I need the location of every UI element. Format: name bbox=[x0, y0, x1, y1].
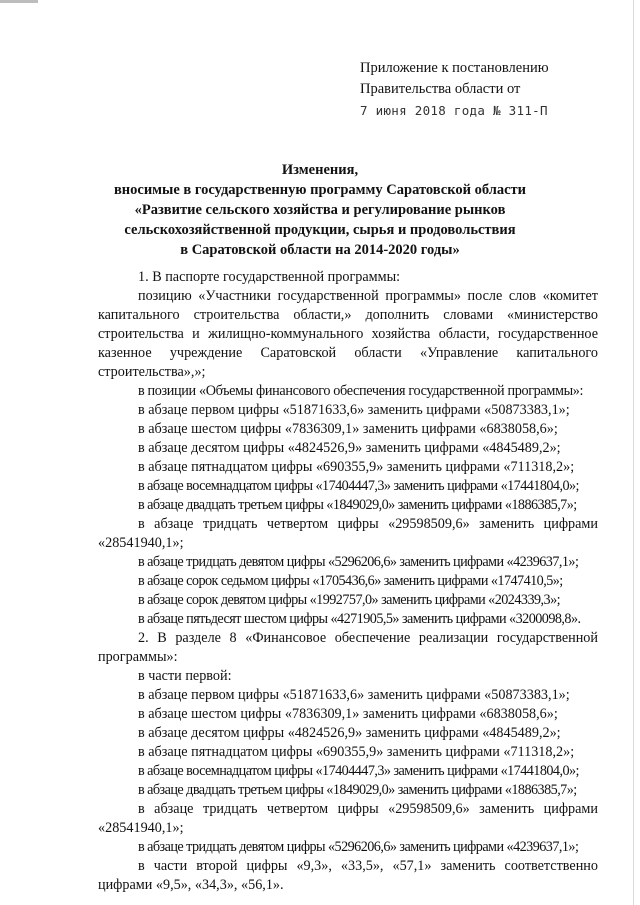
paragraph: в абзаце пятьдесят шестом цифры «4271905,5» заменить цифрами «3200098,8». bbox=[138, 611, 581, 627]
paragraph: в абзаце шестом цифры «7836309,1» заменить цифрами «6838058,6»; bbox=[138, 421, 558, 437]
paragraph: в абзаце пятнадцатом цифры «690355,9» заменить цифрами «711318,2»; bbox=[138, 459, 575, 475]
document-body bbox=[98, 268, 598, 895]
title-line-2: вносимые в государственную программу Саратовской области bbox=[113, 182, 527, 198]
paragraph: в абзаце тридцать четвертом цифры «29598509,6» заменить цифрами «28541940,1»; bbox=[98, 801, 598, 836]
appendix-line-2: Правительства области от bbox=[360, 81, 521, 97]
paragraph: в абзаце первом цифры «51871633,6» заменить цифрами «50873383,1»; bbox=[138, 402, 570, 418]
paragraph: в абзаце двадцать третьем цифры «1849029,0» заменить цифрами «1886385,7»; bbox=[138, 497, 577, 513]
paragraph: в абзаце восемнадцатом цифры «17404447,3» заменить цифрами «17441804,0»; bbox=[138, 763, 579, 779]
paragraph: 1. В паспорте государственной программы: bbox=[138, 269, 401, 285]
paragraph: в позиции «Объемы финансового обеспечения государственной программы»: bbox=[138, 383, 584, 399]
title-line-3: «Развитие сельского хозяйства и регулирование рынков bbox=[134, 202, 506, 218]
scan-edge-mark bbox=[0, 0, 38, 3]
paragraph: в абзаце восемнадцатом цифры «17404447,3» заменить цифрами «17441804,0»; bbox=[138, 478, 579, 494]
title-line-4: сельскохозяйственной продукции, сырья и продовольствия bbox=[124, 222, 516, 238]
paragraph: в абзаце десятом цифры «4824526,9» заменить цифрами «4845489,2»; bbox=[138, 440, 561, 456]
scan-edge-line bbox=[633, 0, 634, 905]
title-line-1: Изменения, bbox=[281, 162, 359, 178]
appendix-line-1: Приложение к постановлению bbox=[360, 60, 549, 76]
paragraph: в части первой: bbox=[138, 668, 232, 684]
paragraph: в абзаце тридцать девятом цифры «5296206,6» заменить цифрами «4239637,1»; bbox=[138, 554, 579, 570]
paragraph: в абзаце тридцать девятом цифры «5296206,6» заменить цифрами «4239637,1»; bbox=[138, 839, 579, 855]
paragraph: в абзаце сорок девятом цифры «1992757,0» заменить цифрами «2024339,3»; bbox=[138, 592, 561, 608]
title-line-5: в Саратовской области на 2014-2020 годы» bbox=[180, 242, 460, 258]
paragraph: позицию «Участники государственной программы» после слов «комитет капитального строительства области,» дополнить словами «министерство строительства и жилищно-коммунального хозяйства области, государственное казенное учреждение Саратовской области «Управление капитального строительства»,»; bbox=[98, 288, 598, 380]
paragraph: в части второй цифры «9,3», «33,5», «57,1» заменить соответственно цифрами «9,5», «34,3», «56,1». bbox=[98, 858, 598, 893]
appendix-date-stamp: 7 июня 2018 года № 311-П bbox=[360, 103, 548, 118]
paragraph: 2. В разделе 8 «Финансовое обеспечение реализации государственной программы»: bbox=[98, 630, 598, 665]
paragraph: в абзаце первом цифры «51871633,6» заменить цифрами «50873383,1»; bbox=[138, 687, 570, 703]
paragraph: в абзаце сорок седьмом цифры «1705436,6» заменить цифрами «1747410,5»; bbox=[138, 573, 563, 589]
paragraph: в абзаце десятом цифры «4824526,9» заменить цифрами «4845489,2»; bbox=[138, 725, 561, 741]
document-title bbox=[110, 160, 530, 260]
paragraph: в абзаце пятнадцатом цифры «690355,9» заменить цифрами «711318,2»; bbox=[138, 744, 575, 760]
paragraph: в абзаце тридцать четвертом цифры «29598509,6» заменить цифрами «28541940,1»; bbox=[98, 516, 598, 551]
paragraph: в абзаце двадцать третьем цифры «1849029,0» заменить цифрами «1886385,7»; bbox=[138, 782, 577, 798]
paragraph: в абзаце шестом цифры «7836309,1» заменить цифрами «6838058,6»; bbox=[138, 706, 558, 722]
appendix-header bbox=[360, 58, 549, 121]
